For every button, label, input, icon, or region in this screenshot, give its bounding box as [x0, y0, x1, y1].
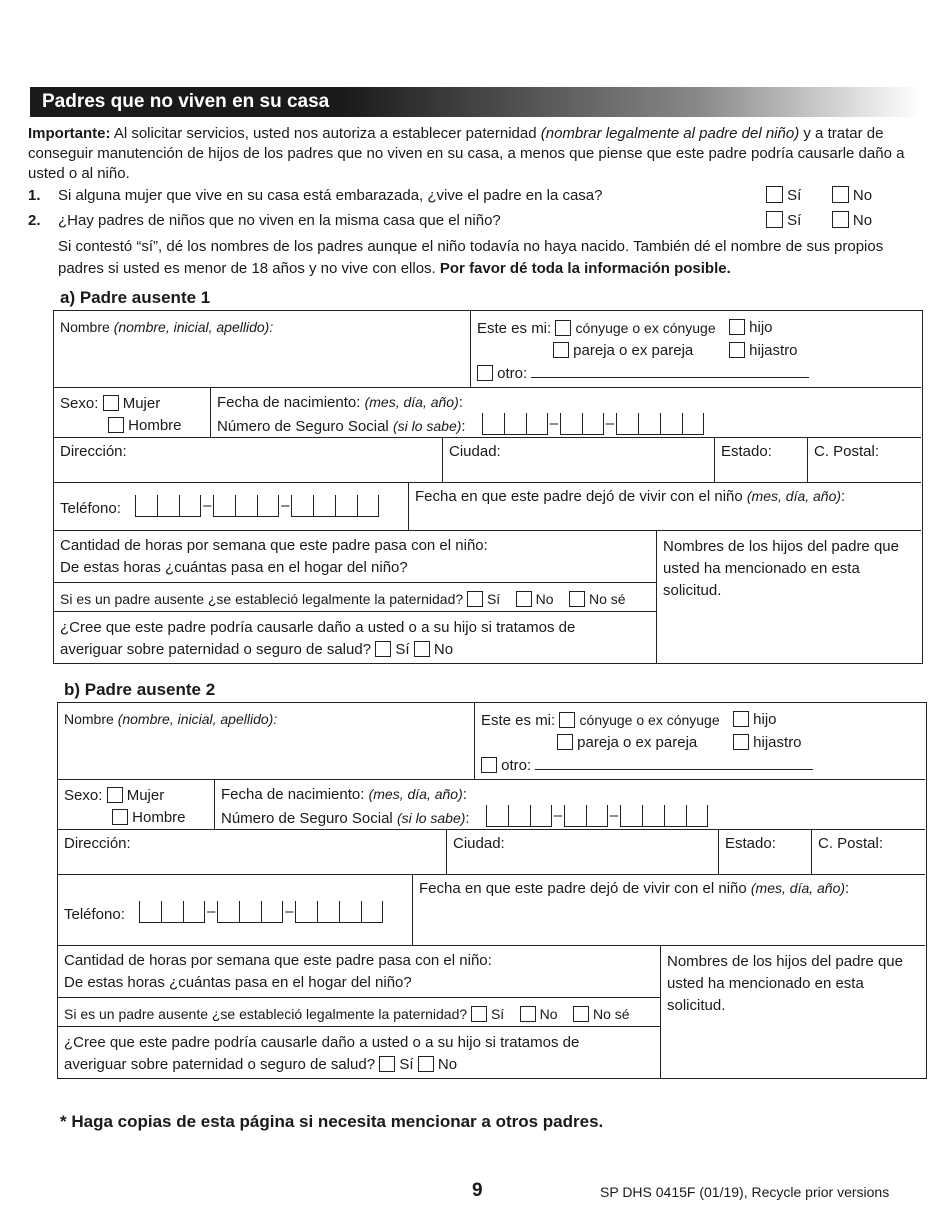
harm-no-checkbox[interactable] — [418, 1056, 434, 1072]
hours-field[interactable]: Cantidad de horas por semana que este padre pasa con el niño: — [64, 952, 492, 969]
yes-checkbox[interactable] — [766, 186, 783, 203]
left-date-colon: : — [845, 880, 850, 897]
relation-stepchild-option — [729, 341, 798, 361]
dob-label: Fecha de nacimiento: — [221, 786, 369, 803]
harm-line-2: averiguar sobre paternidad o seguro de salud? — [64, 1056, 376, 1073]
relation-stepchild-checkbox[interactable] — [733, 734, 749, 750]
ssn-input[interactable]: – – — [482, 413, 704, 435]
relation-child-checkbox[interactable] — [733, 711, 749, 727]
harm-group — [60, 640, 453, 660]
name-field[interactable] — [60, 317, 273, 337]
paternity-no-label: No — [535, 591, 554, 607]
address-field[interactable]: Dirección: — [60, 443, 127, 460]
name-label: Nombre — [60, 319, 114, 335]
parent-1-title: a) Padre ausente 1 — [60, 288, 211, 307]
left-date-hint: (mes, día, año) — [750, 880, 846, 896]
question-options — [766, 186, 872, 206]
name-hint: (nombre, inicial, apellido): — [113, 319, 274, 335]
yes-label: Sí — [787, 212, 802, 229]
harm-yes-label: Sí — [399, 1056, 414, 1073]
question-text: ¿Hay padres de niños que no viven en la misma casa que el niño? — [58, 212, 501, 229]
phone-field — [64, 901, 383, 925]
relation-other-checkbox[interactable] — [477, 365, 493, 381]
hours-home-field[interactable]: De estas horas ¿cuántas pasa en el hogar del niño? — [64, 974, 412, 991]
sex-male-label: Hombre — [128, 417, 182, 434]
relation-row-2 — [553, 341, 693, 361]
relation-group — [477, 318, 917, 339]
relation-other-option — [481, 756, 813, 776]
no-label: No — [852, 212, 873, 229]
relation-stepchild-checkbox[interactable] — [729, 342, 745, 358]
relation-child-label: hijo — [749, 319, 773, 336]
harm-line-1: ¿Cree que este padre podría causarle daño a usted o a su hijo si tratamos de — [60, 619, 576, 636]
relation-other-checkbox[interactable] — [481, 757, 497, 773]
no-checkbox[interactable] — [832, 211, 849, 228]
parent-2-title: b) Padre ausente 2 — [64, 680, 216, 699]
ssn-field — [221, 805, 708, 829]
left-date-field[interactable] — [415, 486, 845, 507]
ssn-input[interactable]: – – — [486, 805, 708, 827]
question-text: Si alguna mujer que vive en su casa está embarazada, ¿vive el padre en la casa? — [58, 187, 603, 204]
intro-paragraph — [28, 124, 928, 184]
state-field[interactable]: Estado: — [721, 443, 772, 460]
intro-bold: Importante: — [28, 125, 111, 142]
relation-partner-checkbox[interactable] — [557, 734, 573, 750]
yes-label: Sí — [787, 187, 802, 204]
sex-male-label: Hombre — [132, 809, 186, 826]
dob-field[interactable] — [217, 392, 463, 413]
phone-label: Teléfono: — [60, 500, 121, 517]
left-date-label: Fecha en que este padre dejó de vivir con el niño — [415, 488, 747, 505]
intro-text-2: y a tratar de conseguir manutención de hijos de los padres que no viven en su casa, a menos que piense que este padre podría causarle daño a usted o al niño. — [28, 125, 905, 182]
sex-label: Sexo: — [64, 787, 103, 804]
name-field[interactable] — [64, 709, 277, 729]
sex-female-label: Mujer — [122, 395, 161, 412]
dob-colon: : — [462, 786, 467, 803]
relation-other-label: otro: — [497, 365, 528, 382]
paternity-label: Si es un padre ausente ¿se estableció legalmente la paternidad? — [64, 1006, 468, 1022]
zip-field[interactable]: C. Postal: — [814, 443, 880, 460]
question-options — [766, 211, 872, 231]
paternity-yes-label: Sí — [486, 591, 501, 607]
relation-child-checkbox[interactable] — [729, 319, 745, 335]
ssn-colon: : — [465, 810, 470, 827]
relation-label: Este es mi: — [481, 712, 556, 729]
no-label: No — [852, 187, 873, 204]
note-text: Si contestó “sí”, dé los nombres de los padres aunque el niño todavía no haya nacido. También dé el nombre de sus propios padres si usted es menor de 18 años y no vive con ellos. — [58, 238, 884, 277]
hours-home-field[interactable]: De estas horas ¿cuántas pasa en el hogar del niño? — [60, 559, 408, 576]
relation-stepchild-option — [733, 733, 802, 753]
city-field[interactable]: Ciudad: — [453, 835, 505, 852]
harm-no-checkbox[interactable] — [414, 641, 430, 657]
sex-male-option — [112, 808, 186, 828]
relation-other-label: otro: — [501, 757, 532, 774]
sex-female-label: Mujer — [126, 787, 165, 804]
relation-stepchild-label: hijastro — [749, 342, 798, 359]
harm-no-label: No — [437, 1056, 458, 1073]
yes-checkbox[interactable] — [766, 211, 783, 228]
children-names-field[interactable]: Nombres de los hijos del padre que usted ha mencionado en esta solicitud. — [663, 538, 899, 599]
sex-male-option — [108, 416, 182, 436]
ssn-field — [217, 413, 704, 437]
relation-partner-checkbox[interactable] — [553, 342, 569, 358]
left-date-hint: (mes, día, año) — [746, 488, 842, 504]
name-label: Nombre — [64, 711, 118, 727]
relation-spouse-label: cónyuge o ex cónyuge — [575, 320, 716, 336]
ssn-label: Número de Seguro Social — [221, 810, 397, 827]
paternity-no-checkbox[interactable] — [516, 591, 532, 607]
paternity-yes-checkbox[interactable] — [467, 591, 483, 607]
page-number: 9 — [472, 1180, 483, 1201]
relation-row-2 — [557, 733, 697, 753]
phone-field — [60, 495, 379, 519]
phone-input[interactable]: – – — [135, 495, 379, 517]
paternity-unknown-checkbox[interactable] — [569, 591, 585, 607]
harm-yes-checkbox[interactable] — [375, 641, 391, 657]
relation-partner-label: pareja o ex pareja — [577, 734, 698, 751]
state-field[interactable]: Estado: — [725, 835, 776, 852]
sex-female-checkbox[interactable] — [107, 787, 123, 803]
harm-group — [64, 1055, 457, 1075]
section-header: Padres que no viven en su casa — [30, 87, 920, 117]
intro-text-1: Al solicitar servicios, usted nos autoriza a establecer paternidad — [110, 125, 541, 142]
question-number: 2. — [28, 212, 41, 229]
zip-field[interactable]: C. Postal: — [818, 835, 884, 852]
instruction-note — [58, 236, 908, 280]
phone-input[interactable]: – – — [139, 901, 383, 923]
dob-colon: : — [458, 394, 463, 411]
note-bold: Por favor dé toda la información posible. — [439, 260, 731, 277]
paternity-group — [64, 1004, 630, 1024]
relation-child-label: hijo — [753, 711, 777, 728]
paternity-no-checkbox[interactable] — [520, 1006, 536, 1022]
relation-stepchild-label: hijastro — [753, 734, 802, 751]
relation-partner-label: pareja o ex pareja — [573, 342, 694, 359]
phone-label: Teléfono: — [64, 906, 125, 923]
sex-male-checkbox[interactable] — [108, 417, 124, 433]
ssn-colon: : — [461, 418, 466, 435]
left-date-label: Fecha en que este padre dejó de vivir con el niño — [419, 880, 751, 897]
name-hint: (nombre, inicial, apellido): — [117, 711, 278, 727]
ssn-label: Número de Seguro Social — [217, 418, 393, 435]
city-field[interactable]: Ciudad: — [449, 443, 501, 460]
dob-label: Fecha de nacimiento: — [217, 394, 365, 411]
paternity-yes-checkbox[interactable] — [471, 1006, 487, 1022]
paternity-no-label: No — [539, 1006, 558, 1022]
ssn-hint: (si lo sabe) — [396, 810, 466, 826]
relation-spouse-label: cónyuge o ex cónyuge — [579, 712, 720, 728]
harm-line-1: ¿Cree que este padre podría causarle daño a usted o a su hijo si tratamos de — [64, 1034, 580, 1051]
dob-hint: (mes, día, año) — [364, 394, 459, 410]
children-names-field[interactable]: Nombres de los hijos del padre que usted ha mencionado en esta solicitud. — [667, 953, 903, 1014]
relation-other-option — [477, 364, 809, 384]
sex-group — [60, 394, 160, 414]
paternity-unknown-label: No sé — [592, 1006, 630, 1022]
harm-no-label: No — [433, 641, 454, 658]
relation-group — [481, 710, 921, 731]
paternity-group — [60, 589, 626, 609]
relation-spouse-checkbox[interactable] — [559, 712, 575, 728]
paternity-unknown-checkbox[interactable] — [573, 1006, 589, 1022]
paternity-unknown-label: No sé — [588, 591, 626, 607]
sex-group — [64, 786, 164, 806]
sex-label: Sexo: — [60, 395, 99, 412]
question-number: 1. — [28, 187, 41, 204]
parent-1-form — [53, 310, 923, 664]
relation-spouse-checkbox[interactable] — [555, 320, 571, 336]
sex-female-checkbox[interactable] — [103, 395, 119, 411]
paternity-yes-label: Sí — [490, 1006, 505, 1022]
address-field[interactable]: Dirección: — [64, 835, 131, 852]
dob-hint: (mes, día, año) — [368, 786, 463, 802]
left-date-field[interactable] — [419, 878, 849, 899]
form-id: SP DHS 0415F (01/19), Recycle prior versions — [600, 1184, 890, 1200]
relation-other-input[interactable] — [531, 377, 809, 378]
relation-label: Este es mi: — [477, 320, 552, 337]
harm-yes-checkbox[interactable] — [379, 1056, 395, 1072]
intro-italic: (nombrar legalmente al padre del niño) — [540, 125, 800, 142]
no-checkbox[interactable] — [832, 186, 849, 203]
harm-yes-label: Sí — [395, 641, 410, 658]
hours-field[interactable]: Cantidad de horas por semana que este padre pasa con el niño: — [60, 537, 488, 554]
harm-line-2: averiguar sobre paternidad o seguro de salud? — [60, 641, 372, 658]
parent-2-form — [57, 702, 927, 1079]
left-date-colon: : — [841, 488, 846, 505]
sex-male-checkbox[interactable] — [112, 809, 128, 825]
dob-field[interactable] — [221, 784, 467, 805]
relation-other-input[interactable] — [535, 769, 813, 770]
copies-note: * Haga copias de esta página si necesita mencionar a otros padres. — [60, 1112, 604, 1131]
ssn-hint: (si lo sabe) — [392, 418, 462, 434]
paternity-label: Si es un padre ausente ¿se estableció legalmente la paternidad? — [60, 591, 464, 607]
